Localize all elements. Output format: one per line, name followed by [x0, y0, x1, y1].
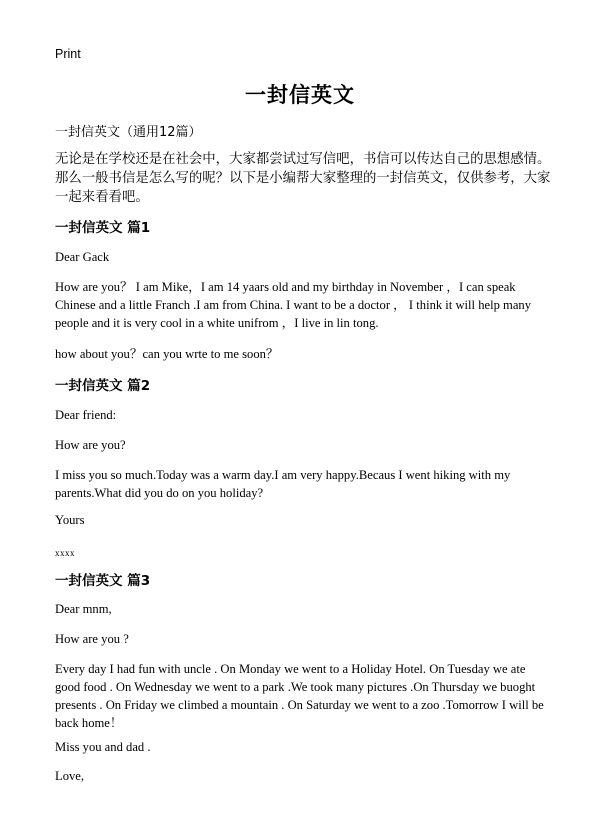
letter2-signoff: Yours [55, 513, 85, 527]
letter2-greeting: Dear friend: [55, 408, 117, 422]
letter3-miss-you: Miss you and dad . [55, 740, 151, 754]
letter2-how-are-you: How are you? [55, 438, 126, 452]
letter3-greeting: Dear mnm, [55, 602, 112, 616]
intro-paragraph: 无论是在学校还是在社会中，大家都尝试过写信吧，书信可以传达自己的思想感情。那么一般书信是怎么写的呢？以下是小编帮大家整理的一封信英文，仅供参考，大家一起来看看吧。 [55, 152, 551, 205]
section-heading-2: 一封信英文 篇2 [55, 378, 151, 394]
page-title: 一封信英文 [245, 83, 355, 107]
letter1-body: How are you？ I am Mike，I am 14 yaars old and my birthday in November ，I can speak Chinese and a little Franch .I am from China. I want to be a doctor ， I think it will help many people and it is very cool in a white unifrom ，I live in lin tong. [55, 280, 532, 330]
print-link[interactable]: Print [55, 47, 81, 61]
letter3-body: Every day I had fun with uncle . On Monday we went to a Holiday Hotel. On Tuesday we ate good food . On Wednesday we went to a park .We took many pictures .On Thursday we buoght presents . On Friday we climbed a mountain . On Saturday we went to a zoo .Tomorrow I will be back home！ [55, 662, 544, 730]
letter2-body: I miss you so much.Today was a warm day.I am very happy.Becaus I went hiking with my parents.What did you do on you holiday? [55, 468, 511, 500]
section-heading-1: 一封信英文 篇1 [55, 220, 151, 236]
document-subtitle: 一封信英文（通用12篇） [55, 125, 202, 140]
letter2-signature: xxxx [55, 548, 75, 558]
letter1-closing-question: how about you？can you wrte to me soon？ [55, 347, 279, 361]
section-heading-3: 一封信英文 篇3 [55, 573, 151, 589]
letter3-signoff: Love, [55, 769, 85, 783]
letter3-how-are-you: How are you ? [55, 632, 129, 646]
letter1-greeting: Dear Gack [55, 250, 110, 264]
